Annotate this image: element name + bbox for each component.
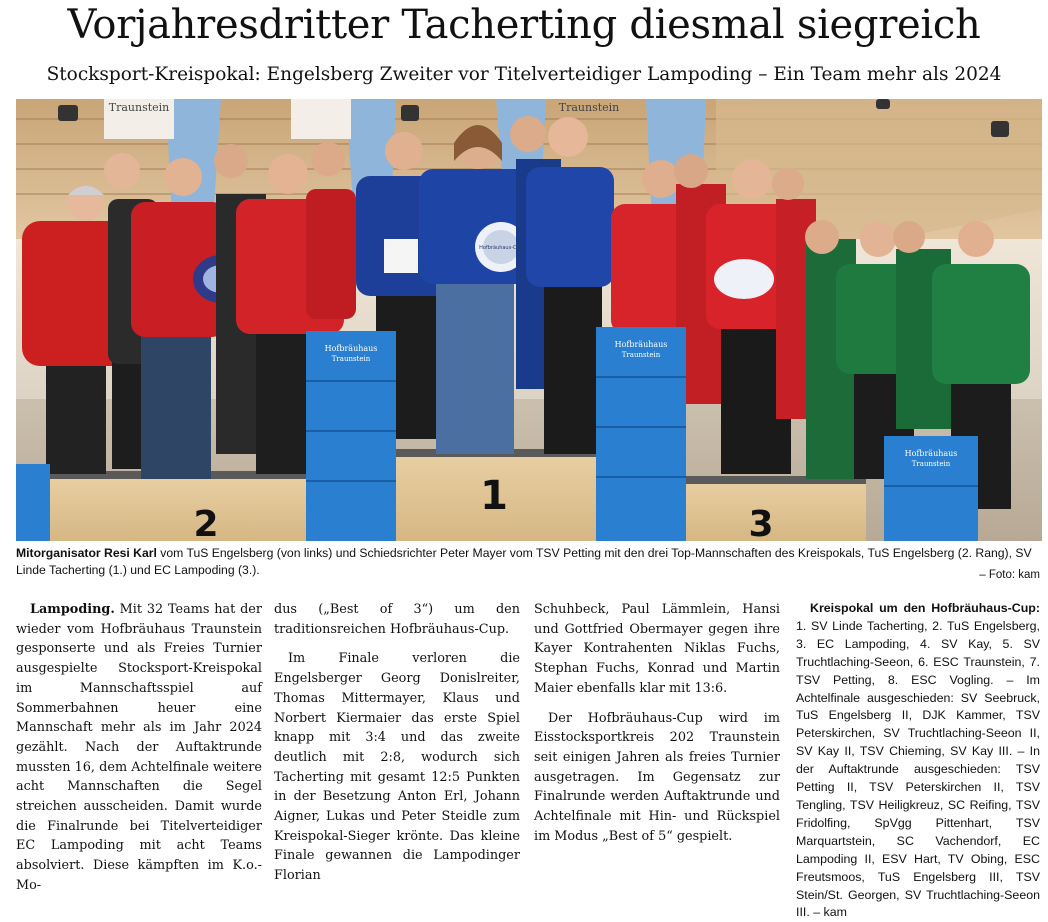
banner-text: Traunstein — [108, 101, 170, 114]
article-paragraph: Schuhbeck, Paul Lämmlein, Hansi und Gottfried Obermayer gegen ihre Kayer Kontrahenten Niklas Fuchs, Stephan Fuchs, Konrad und Martin Maier ebenfalls klar mit 13:6. — [534, 602, 780, 696]
subheadline: Stocksport-Kreispokal: Engelsberg Zweiter vor Titelverteidiger Lampoding – Ein Team mehr als 2024 — [46, 64, 1002, 85]
caption-bold: Mitorganisator Resi Karl — [16, 546, 157, 560]
crate-label: Traunstein — [621, 351, 661, 359]
podium-number-2: 2 — [193, 504, 219, 541]
headline: Vorjahresdritter Tacherting diesmal siegreich — [67, 2, 981, 48]
article-column-2 — [274, 600, 520, 886]
author-tag: – kam — [809, 905, 847, 920]
crate-label: Traunstein — [911, 460, 951, 468]
results-text: 1. SV Linde Tacherting, 2. TuS Engelsberg, 3. EC Lampoding, 4. SV Kay, 5. SV Truchtlaching-Seeon, 6. ESC Traunstein, 7. TSV Petting, 8. ESC Vogling. – Im Achtelfinale ausgeschieden: SV Seebruck, TuS Engelsberg II, DJK Kammer, TSV Peterskirchen, SV Truchtlaching-Seeon II, SV Kay II, TSV Chieming, SV Kay III. – In der Auftaktrunde ausgeschieden: TSV Petting II, TSV Peterskirchen II, TSV Tengling, TSV Heiligkreuz, SC Reifing, TSV Fridolfing, SpVgg Pittenhart, TSV Marquartstein, SC Vachendorf, EC Lampoding II, ESV Hart, TV Obing, ESC Freutsmoos, TuS Engelsberg III, TSV Stein/St. Georgen, SV Truchtlaching-Seeon III. — [796, 618, 1040, 920]
article-column-3 — [534, 600, 780, 846]
results-column — [796, 600, 1040, 922]
banner-text: Traunstein — [558, 101, 620, 114]
results-heading: Kreispokal um den Hofbräuhaus-Cup: — [810, 601, 1040, 615]
podium-number-1: 1 — [480, 473, 508, 519]
photo-credit: – Foto: kam — [979, 569, 1040, 581]
article-paragraph: Im Finale verloren die Engelsberger Georg Donislreiter, Thomas Mittermayer, Klaus und Norbert Kiermaier das erste Spiel knapp mit 3:4 und das zweite deutlich mit 2:8, wodurch sich Tacherting mit gesamt 12:5 Punkten in der Besetzung Anton Erl, Johann Aigner, Lukas und Peter Steidle zum Kreispokal-Sieger krönte. Das kleine Finale gewannen die Lampodinger Florian — [274, 651, 520, 884]
crate-label: Traunstein — [331, 355, 371, 363]
team-photo — [16, 99, 1042, 541]
article-column-1 — [16, 600, 262, 896]
article-paragraph: Der Hofbräuhaus-Cup wird im Eisstocksportkreis 202 Traunstein seit einigen Jahren als freies Turnier ausgetragen. Im Gegensatz zur Finalrunde werden Auftaktrunde und Achtelfinale mit Hin- und Rückspiel im Modus „Best of 5“ gespielt. — [534, 710, 780, 844]
photo-caption — [16, 545, 1042, 579]
crate-label: Hofbräuhaus — [904, 449, 958, 458]
crate-label: Hofbräuhaus — [614, 340, 668, 349]
plate-text: Hofbräuhaus-Cup — [479, 245, 523, 251]
podium-number-3: 3 — [748, 504, 774, 541]
dateline: Lampoding. — [30, 602, 115, 617]
caption-text: vom TuS Engelsberg (von links) und Schiedsrichter Peter Mayer vom TSV Petting mit den drei Top-Mannschaften des Kreispokals, TuS Engelsberg (2. Rang), SV Linde Tacherting (1.) und EC Lampoding (3.). — [16, 546, 1032, 577]
article-paragraph: dus („Best of 3“) um den traditionsreichen Hofbräuhaus-Cup. — [274, 602, 520, 637]
crate-label: Hofbräuhaus — [324, 344, 378, 353]
article-text: Mit 32 Teams hat der wieder vom Hofbräuhaus Traunstein gesponserte und als Freies Turnier ausgespielte Stocksport-Kreispokal im Mannschaftsspiel auf Sommerbahnen heuer eine Mannschaft mehr als im Jahr 2024 gezählt. Nach der Auftaktrunde mussten 16, dem Achtelfinale weitere acht Mannschaften die Segel streichen ausscheiden. Damit wurde die Finalrunde bei Titelverteidiger EC Lampoding mit acht Teams absolviert. Diese kämpften im K.o.-Mo- — [16, 602, 262, 893]
